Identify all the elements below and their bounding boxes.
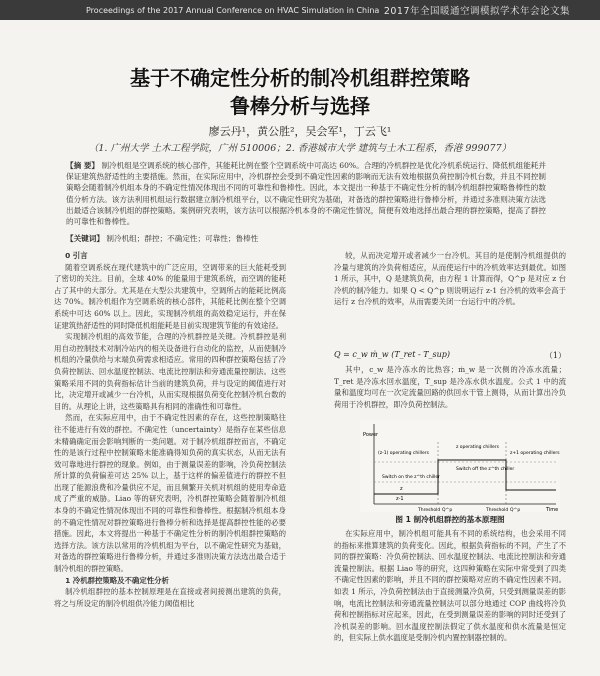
equation-1-number: （1） — [544, 351, 566, 360]
abstract-text: 制冷机组是空调系统的核心部件，其能耗比例在整个空调系统中可高达 60%。合理的冷机群控是优化冷机系统运行、降低机组能耗并保证建筑热舒适性的主要措施。然而，在实际应用中，冷机群控会受到不确定性因素的影响而无法有效地根据负荷控制冷机台数，并且不同控制策略会随着制冷机组本身的不确定性情况体现出不同的可靠性和鲁棒性。因此，本文提出一种基于不确定性分析的制冷机组群控策略鲁棒性的数值分析方法。该方法利用机组运行数据建立制冷机组平台，以不确定性研究为基础，对备选的群控策略进行鲁棒分析，并通过多准则决策方法选出最适合该制冷机组的群控策略。案例研究表明，该方法可以根据冷机本身的不确定性情况，简便有效地选择出最合理的群控策略，提高了群控的可靠性和鲁棒性。 — [66, 161, 546, 227]
label-z1-region: z-1 — [396, 496, 404, 502]
equation-1 — [334, 350, 566, 359]
label-qp-2: Q^p — [510, 508, 521, 512]
affiliation: （1. 广州大学 土木工程学院，广州 510006；2. 香港城市大学 建筑与土木工程系，香港 999077） — [88, 143, 512, 154]
right-paragraph-2: 其中，c_w 是冷冻水的比热容；ṁ_w 是一次侧的冷冻水流量；T_ret 是冷冻水回水温度，T_sup 是冷冻水供水温度。公式 1 中的流量和温度均可在一次定流量回路的供回水干管上测得，从而计算出冷负荷用于冷机群控，即冷负荷控制法。 — [334, 365, 566, 409]
header-bar — [0, 0, 600, 20]
label-threshold-2: Threshold — [486, 508, 509, 512]
equation-1-body: Q = c_w ṁ_w (T_ret - T_sup) — [334, 350, 451, 359]
figure-1 — [360, 420, 560, 512]
left-paragraph-4: 制冷机组群控的基本控制原理是在直接或者间接测出建筑的负荷，将之与所设定的制冷机组供冷能力阈值相比 — [54, 587, 286, 608]
label-z-region: z — [400, 486, 403, 492]
section-0-heading: 0 引言 — [65, 251, 88, 260]
abstract-tag: 【摘 要】 — [66, 161, 100, 170]
x-axis-label: Time — [546, 507, 559, 512]
right-column-mid — [334, 364, 566, 410]
right-paragraph-3: 在实际应用中，制冷机组可能具有不同的系统结构，也会采用不同的指标来推算建筑的负荷变化。因此，根据负荷指标的不同，产生了不同的群控策略：冷负荷控制法、回水温度控制法、电流比控制法和旁通流量控制法。根据 Liao 等的研究，这四种策略在实际中常受到了四类不确定性因素的影响，并且不同的群控策略对应的不确定性因素不同。如表 1 所示，冷负荷控制法由于直接测量冷负荷，只受到测量误差的影响，电流比控制法和旁通流量控制法可以部分地通过 COP 曲线将冷负荷和控制指标对应起来，因此，在受到测量误差的影响的同时还受到了冷机误差的影响。回水温度控制法假定了供水温度和供水流量是恒定的，但实际上供水温度是受制冷机内置控制器控制的。 — [334, 529, 566, 643]
header-right: 2017年全国暖通空调模拟学术年会论文集 — [383, 6, 570, 17]
title-line-2: 鲁棒分析与选择 — [230, 94, 370, 118]
abstract — [66, 160, 546, 227]
figure-bg — [360, 420, 560, 512]
figure-1-caption: 图 1 制冷机组群控的基本原理图 — [395, 515, 505, 524]
paper-title — [0, 64, 600, 120]
left-paragraph-1: 随着空调系统在现代建筑中的广泛应用，空调带来的巨大能耗受到了密切的关注。目前，全球 40% 的能量用于建筑系统，而空调的能耗占了其中的大部分。尤其是在大型公共建筑中，空调所占的能耗比例高达 70%。制冷机组作为空调系统的核心部件，其能耗比例在整个空调系统中可达 60% 以上。因此，实现制冷机组的高效稳定运行，并在保证建筑热舒适性的同时降低机组能耗是目前实现建筑节能的有效途径。 — [54, 262, 286, 330]
title-line-1: 基于不确定性分析的制冷机组群控策略 — [130, 66, 470, 90]
label-z-plus: z+1 operating chillers — [510, 451, 560, 456]
keywords-tag: 【关键词】 — [66, 234, 104, 243]
label-threshold-1: Threshold — [418, 508, 441, 512]
label-z1-operating: (z-1) operating chillers — [378, 451, 429, 456]
section-1-heading: 1 冷机群控策略及不确定性分析 — [65, 575, 169, 585]
y-axis-label: Power — [363, 432, 379, 438]
label-qp-1: Q^p — [442, 508, 453, 512]
left-column — [54, 250, 286, 609]
label-z-operating: z operating chillers — [456, 445, 499, 450]
authors: 廖云丹¹，黄公胜²，吴会军¹，丁云飞¹ — [208, 125, 392, 138]
header-left: Proceedings of the 2017 Annual Conference on HVAC Simulation in China — [86, 5, 380, 15]
right-column-lower — [334, 528, 566, 644]
right-paragraph-1: 较，从而决定增开或者减少一台冷机。其目的是使制冷机组提供的冷量与建筑的冷负荷相适应，从而使运行中的冷机效率达到最优。如图 1 所示，其中，Q 是建筑负荷，由方程 1 计算而得，Q^p 是对应 z 台冷机的制冷能力。如果 Q < Q^p 则说明运行 z-1 台冷机的效率会高于运行 z 台冷机的效率，从而需要关闭一台运行中的冷机。 — [334, 251, 566, 307]
label-switch-on: Switch on the z^th chiller — [382, 475, 441, 480]
keywords — [66, 233, 546, 244]
figure-1-svg — [360, 420, 560, 512]
keywords-text: 制冷机组；群控；不确定性；可靠性；鲁棒性 — [106, 234, 259, 243]
left-paragraph-2: 实现制冷机组的高效节能，合理的冷机群控是关键。冷机群控是利用自动控制技术对制冷站内的相关设备进行自动化的监控，从而使制冷机组的冷量供给与末端负荷需求相适应。常用的四种群控策略包括了冷负荷控制法、回水温度控制法、电流比控制法和旁通流量控制法。这些策略采用不同的负荷指标估计当前的建筑负荷，并与设定的阈值进行对比，决定增开或减少一台冷机，从而实现根据负荷变化控制冷机台数的目的。从理论上讲，这些策略具有相同的准确性和可靠性。 — [54, 332, 286, 411]
left-paragraph-3: 然而，在实际应用中，由于不确定性因素的存在，这些控制策略往往不能进行有效的群控。不确定性（uncertainty）是指存在某些信息未精确确定而会影响判断的一类问题。对于制冷机组群控而言，不确定性的是该行过程中控制策略未能准确得知负荷的真实状态，从而无法有效可靠地进行群控的现象。例如，由于测量误差的影响，冷负荷控制法所计算的负荷偏差可达 25% 以上，基于这样的偏差值进行的群控不但出现了能源浪费和冷量供应不足，而且频繁开关机对机组的使用寿命造成了严重的威胁。Liao 等的研究表明，冷机群控策略会随着制冷机组本身的不确定性情况体现出不同的可靠性和鲁棒性。根据制冷机组本身的不确定性情况对群控策略进行鲁棒分析和选择是提高群控性能的必要措施。因此，本文将提出一种基于不确定性分析的制冷机组群控策略的选择方法。该方法以常用的冷机机组为平台，以不确定性研究为基础，对备选的群控策略进行鲁棒分析，并通过多准则决策方法选出最合适于制冷机组的群控策略。 — [54, 413, 286, 574]
right-column — [334, 250, 566, 308]
label-switch-off: Switch off the z^th chiller — [456, 467, 515, 472]
